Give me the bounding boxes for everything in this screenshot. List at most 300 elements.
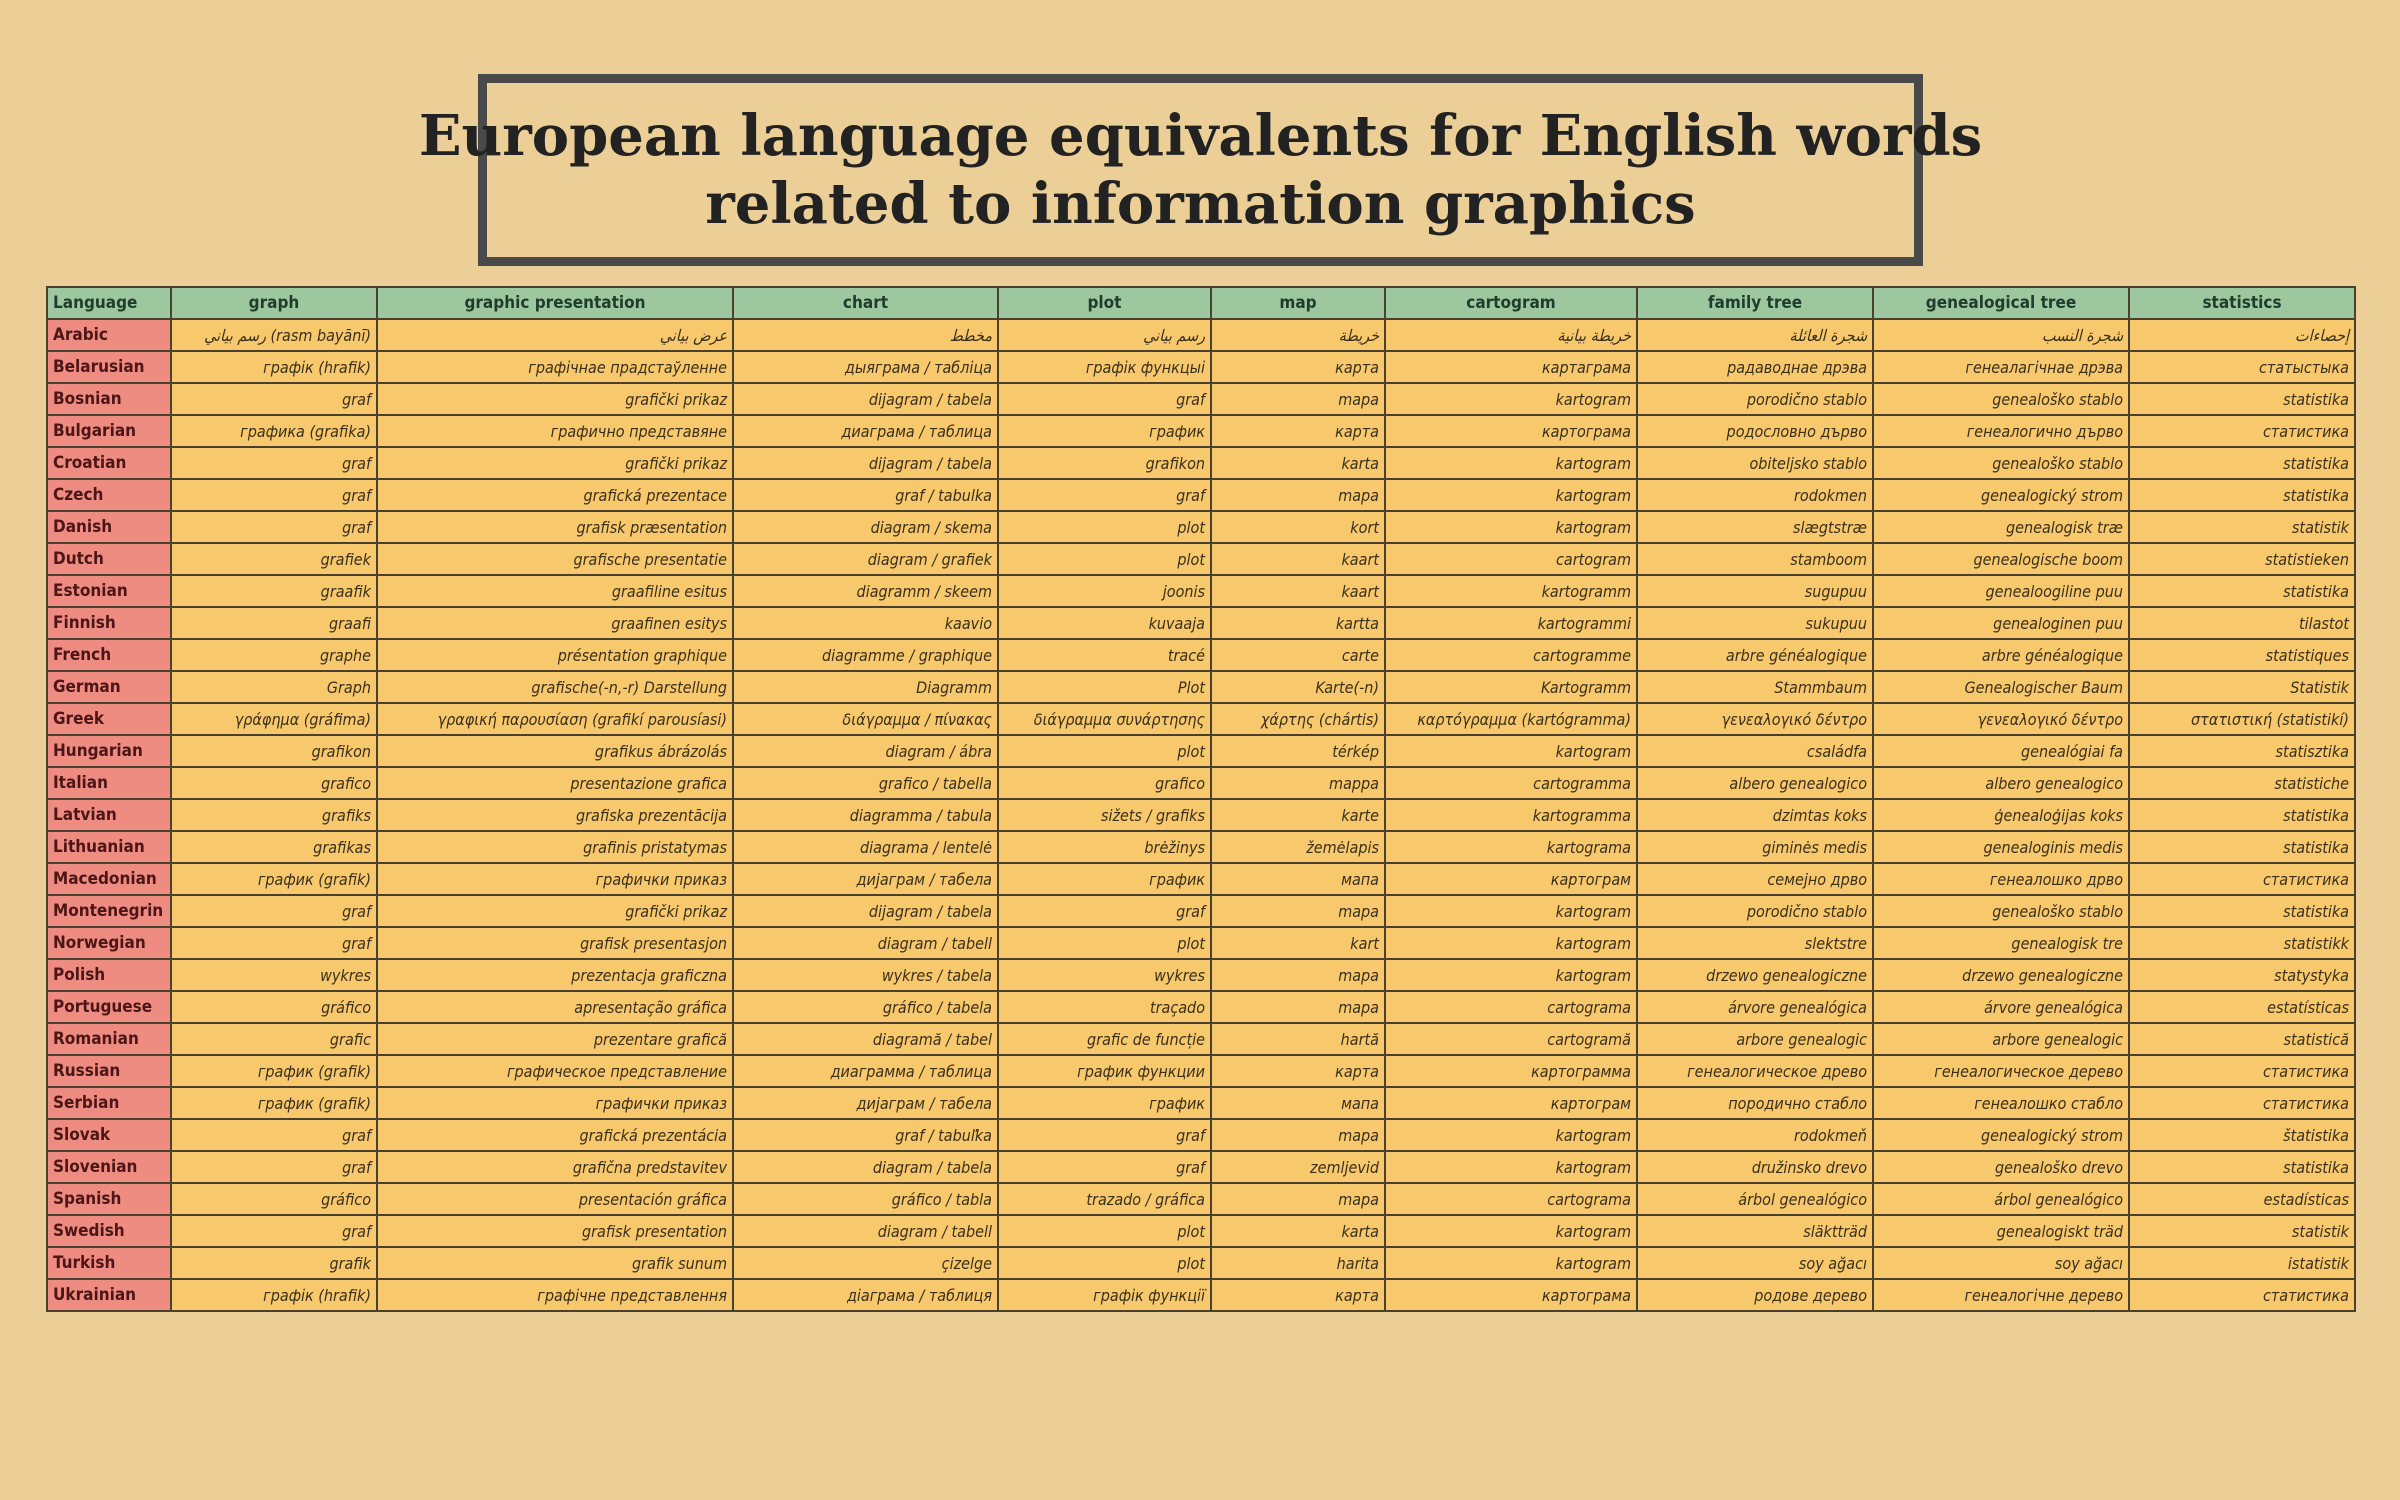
translation-cell: cartogramma [1385,767,1637,799]
translation-cell: картограма [1385,1279,1637,1311]
translation-cell: árvore genealógica [1873,991,2129,1023]
translation-cell: графично представяне [377,415,733,447]
translation-cell: harita [1211,1247,1385,1279]
table-row [47,767,2355,799]
translation-cell: γραφική παρουσίαση (grafikí parousíasi) [377,703,733,735]
translation-cell: graf / tabulka [733,479,998,511]
translation-cell: Graph [171,671,377,703]
table-row [47,1087,2355,1119]
translation-cell: семејно дрво [1637,863,1873,895]
translation-cell: grafikas [171,831,377,863]
translation-cell: prezentare grafică [377,1023,733,1055]
language-name-cell: Czech [47,479,171,511]
translation-cell: إحصاءات [2129,319,2355,351]
table-row [47,575,2355,607]
translation-cell: grafiska prezentācija [377,799,733,831]
table-row [47,959,2355,991]
translation-cell: albero genealogico [1637,767,1873,799]
header-row [47,287,2355,319]
translation-cell: plot [998,735,1211,767]
translation-cell: soy ağacı [1873,1247,2129,1279]
translation-cell: شجرة النسب [1873,319,2129,351]
translation-cell: gráfico / tabela [733,991,998,1023]
translation-cell: arbre généalogique [1873,639,2129,671]
translation-cell: árvore genealógica [1637,991,1873,1023]
translation-cell: kartogramma [1385,799,1637,831]
translation-cell: grafisk præsentation [377,511,733,543]
translation-cell: mapa [1211,895,1385,927]
translation-cell: діаграма / таблиця [733,1279,998,1311]
translation-cell: grafiks [171,799,377,831]
translation-cell: mappa [1211,767,1385,799]
translation-cell: grafikus ábrázolás [377,735,733,767]
language-name-cell: Russian [47,1055,171,1087]
translation-cell: γράφημα (gráfima) [171,703,377,735]
translation-cell: släktträd [1637,1215,1873,1247]
title-box [418,74,1983,266]
table-row [47,671,2355,703]
language-name-cell: Portuguese [47,991,171,1023]
translation-cell: grafički prikaz [377,447,733,479]
translation-cell: kartogram [1385,1215,1637,1247]
translation-cell: خريطة بيانية [1385,319,1637,351]
translation-cell: statistika [2129,831,2355,863]
language-name-cell: Italian [47,767,171,799]
translation-cell: plot [998,1247,1211,1279]
translation-cell: график (grafik) [171,1055,377,1087]
translation-cell: графическое представление [377,1055,733,1087]
translation-cell: tilastot [2129,607,2355,639]
translation-cell: stamboom [1637,543,1873,575]
translation-cell: диаграмма / таблица [733,1055,998,1087]
translation-cell: графічнае прадстаўленне [377,351,733,383]
translation-cell: Statistik [2129,671,2355,703]
translation-cell: trazado / gráfica [998,1183,1211,1215]
translation-cell: arbre généalogique [1637,639,1873,671]
translation-cell: çizelge [733,1247,998,1279]
translation-cell: خريطة [1211,319,1385,351]
translation-cell: genealogický strom [1873,1119,2129,1151]
translation-cell: karta [1211,1215,1385,1247]
translation-cell: χάρτης (chártis) [1211,703,1385,735]
translation-cell: رسم بياني [998,319,1211,351]
translation-cell: drzewo genealogiczne [1873,959,2129,991]
table-row [47,479,2355,511]
translation-cell: graphe [171,639,377,671]
translation-cell: graf [998,895,1211,927]
translation-cell: graf [171,1215,377,1247]
translation-cell: графік (hrafik) [171,351,377,383]
translation-cell: дијаграм / табела [733,863,998,895]
translation-cell: диаграма / таблица [733,415,998,447]
translation-cell: график [998,863,1211,895]
translation-cell: grafic [171,1023,377,1055]
title-line-2: related to information graphics [705,171,1696,237]
translation-cell: карта [1211,1055,1385,1087]
translation-cell: grafisk presentasjon [377,927,733,959]
translation-cell: genealoško drevo [1873,1151,2129,1183]
translation-cell: statistieken [2129,543,2355,575]
column-header-plot: plot [998,287,1211,319]
translation-cell: genealoško stablo [1873,383,2129,415]
translation-cell: генеалошко дрво [1873,863,2129,895]
translation-cell: kaart [1211,575,1385,607]
translation-cell: graafinen esitys [377,607,733,639]
translation-cell: tracé [998,639,1211,671]
table-row [47,703,2355,735]
translation-cell: karte [1211,799,1385,831]
translation-cell: plot [998,511,1211,543]
language-name-cell: Dutch [47,543,171,575]
column-header-language: Language [47,287,171,319]
translation-cell: statistiques [2129,639,2355,671]
translation-cell: graafi [171,607,377,639]
language-name-cell: Romanian [47,1023,171,1055]
translation-cell: grafikon [998,447,1211,479]
translation-cell: dijagram / tabela [733,383,998,415]
language-name-cell: Serbian [47,1087,171,1119]
translation-cell: график (grafik) [171,1087,377,1119]
translation-cell: kartogram [1385,927,1637,959]
column-header-statistics: statistics [2129,287,2355,319]
translation-cell: porodično stablo [1637,383,1873,415]
column-header-map: map [1211,287,1385,319]
translation-cell: mapa [1211,959,1385,991]
translation-cell: statistiche [2129,767,2355,799]
translation-cell: графички приказ [377,863,733,895]
language-name-cell: Spanish [47,1183,171,1215]
translation-cell: presentación gráfica [377,1183,733,1215]
translation-cell: gráfico / tabla [733,1183,998,1215]
translation-cell: карта [1211,351,1385,383]
translation-cell: статистика [2129,1055,2355,1087]
translation-cell: генеалагічнае дрэва [1873,351,2129,383]
translation-cell: grafisk presentation [377,1215,733,1247]
translation-cell: graf [171,927,377,959]
translation-cell: slægtstræ [1637,511,1873,543]
table-row [47,927,2355,959]
translation-cell: diagram / skema [733,511,998,543]
translation-cell: arbore genealogic [1637,1023,1873,1055]
translation-cell: графички приказ [377,1087,733,1119]
translation-cell: رسم بياني (rasm bayānī) [171,319,377,351]
column-header-genealogical-tree: genealogical tree [1873,287,2129,319]
table-row [47,895,2355,927]
translation-cell: družinsko drevo [1637,1151,1873,1183]
translation-cell: генеалогическое древо [1637,1055,1873,1087]
translation-cell: dijagram / tabela [733,895,998,927]
translation-cell: cartogramme [1385,639,1637,671]
language-name-cell: Slovenian [47,1151,171,1183]
translation-cell: grafico / tabella [733,767,998,799]
translation-cell: grafiek [171,543,377,575]
translation-cell: rodokmeň [1637,1119,1873,1151]
translation-cell: graf [998,1151,1211,1183]
translation-cell: genealogiskt träd [1873,1215,2129,1247]
translation-cell: diagramme / graphique [733,639,998,671]
translation-cell: kartogram [1385,1247,1637,1279]
table-row [47,735,2355,767]
translation-cell: kartogram [1385,1119,1637,1151]
translation-cell: graf [171,479,377,511]
language-name-cell: Slovak [47,1119,171,1151]
table-row [47,1151,2355,1183]
translation-cell: statystyka [2129,959,2355,991]
translation-cell: мапа [1211,1087,1385,1119]
translation-cell: statistik [2129,1215,2355,1247]
table-row [47,1119,2355,1151]
translation-cell: породично стабло [1637,1087,1873,1119]
language-name-cell: Arabic [47,319,171,351]
translation-cell: grafički prikaz [377,895,733,927]
table-row [47,383,2355,415]
translation-cell: statistika [2129,895,2355,927]
translation-cell: Genealogischer Baum [1873,671,2129,703]
table-row [47,1055,2355,1087]
translation-cell: генеалогическое дерево [1873,1055,2129,1087]
translation-cell: brėžinys [998,831,1211,863]
translation-cell: genealogisk tre [1873,927,2129,959]
column-header-cartogram: cartogram [1385,287,1637,319]
terms-table [46,286,2356,1312]
translation-cell: родове дерево [1637,1279,1873,1311]
table-row [47,607,2355,639]
translation-cell: генеалогічне дерево [1873,1279,2129,1311]
table-row [47,415,2355,447]
language-name-cell: Norwegian [47,927,171,959]
translation-cell: árbol genealógico [1873,1183,2129,1215]
translation-cell: graf / tabuľka [733,1119,998,1151]
translation-cell: statistik [2129,511,2355,543]
translation-cell: cartogram [1385,543,1637,575]
translation-cell: porodično stablo [1637,895,1873,927]
language-name-cell: French [47,639,171,671]
table-row [47,863,2355,895]
translation-cell: graf [171,511,377,543]
translation-cell: дыяграма / табліца [733,351,998,383]
translation-cell: dijagram / tabela [733,447,998,479]
table-row [47,799,2355,831]
language-name-cell: Lithuanian [47,831,171,863]
translation-cell: график [998,1087,1211,1119]
translation-cell: grafinis pristatymas [377,831,733,863]
table-body [47,319,2355,1311]
translation-cell: генеалошко стабло [1873,1087,2129,1119]
translation-cell: статистика [2129,1087,2355,1119]
translation-cell: grafická prezentácia [377,1119,733,1151]
translation-cell: estatísticas [2129,991,2355,1023]
translation-cell: presentazione grafica [377,767,733,799]
translation-cell: genealógiai fa [1873,735,2129,767]
translation-cell: statistikk [2129,927,2355,959]
translation-cell: graf [171,1151,377,1183]
translation-cell: gráfico [171,1183,377,1215]
translation-cell: статистика [2129,415,2355,447]
table-row [47,991,2355,1023]
table-row [47,1215,2355,1247]
translation-cell: grafische presentatie [377,543,733,575]
translation-cell: térkép [1211,735,1385,767]
translation-cell: графік функцыі [998,351,1211,383]
translation-cell: картограм [1385,863,1637,895]
translation-cell: cartogramă [1385,1023,1637,1055]
translation-cell: genealogický strom [1873,479,2129,511]
translation-cell: статистика [2129,1279,2355,1311]
language-name-cell: Hungarian [47,735,171,767]
translation-cell: traçado [998,991,1211,1023]
translation-cell: genealoogiline puu [1873,575,2129,607]
translation-cell: kartogram [1385,383,1637,415]
translation-cell: diagram / grafiek [733,543,998,575]
translation-cell: kaavio [733,607,998,639]
translation-cell: graf [171,1119,377,1151]
column-header-family-tree: family tree [1637,287,1873,319]
translation-cell: diagrama / lentelė [733,831,998,863]
language-name-cell: Latvian [47,799,171,831]
translation-cell: diagramm / skeem [733,575,998,607]
translation-cell: kartogramm [1385,575,1637,607]
translation-cell: генеалогично дърво [1873,415,2129,447]
table-row [47,639,2355,671]
translation-cell: rodokmen [1637,479,1873,511]
translation-cell: статыстыка [2129,351,2355,383]
translation-cell: grafična predstavitev [377,1151,733,1183]
table-row [47,1279,2355,1311]
translation-cell: mapa [1211,1183,1385,1215]
translation-cell: grafik sunum [377,1247,733,1279]
translation-cell: genealoško stablo [1873,895,2129,927]
translation-cell: Stammbaum [1637,671,1873,703]
translation-cell: διάγραμμα / πίνακας [733,703,998,735]
translation-cell: graf [171,895,377,927]
translation-cell: картограм [1385,1087,1637,1119]
translation-cell: statistică [2129,1023,2355,1055]
translation-cell: graf [998,1119,1211,1151]
translation-cell: дијаграм / табела [733,1087,998,1119]
translation-cell: statistika [2129,383,2355,415]
language-name-cell: German [47,671,171,703]
table-row [47,1247,2355,1279]
translation-cell: slektstre [1637,927,1873,959]
translation-cell: grafico [998,767,1211,799]
translation-cell: statistika [2129,479,2355,511]
translation-cell: árbol genealógico [1637,1183,1873,1215]
translation-cell: sugupuu [1637,575,1873,607]
table-row [47,447,2355,479]
translation-cell: графік функції [998,1279,1211,1311]
translation-cell: kartogram [1385,447,1637,479]
language-name-cell: Greek [47,703,171,735]
translation-cell: statistika [2129,799,2355,831]
translation-cell: kartogram [1385,735,1637,767]
translation-cell: Kartogramm [1385,671,1637,703]
translation-cell: graf [171,447,377,479]
translation-cell: grafik [171,1247,377,1279]
translation-cell: kartta [1211,607,1385,639]
translation-cell: kartograma [1385,831,1637,863]
table-row [47,351,2355,383]
translation-cell: genealoginis medis [1873,831,2129,863]
translation-cell: графика (grafika) [171,415,377,447]
translation-cell: kaart [1211,543,1385,575]
title-line-1: European language equivalents for English words [418,103,1983,169]
translation-cell: graf [998,479,1211,511]
translation-cell: γενεαλογικό δέντρο [1637,703,1873,735]
translation-cell: شجرة العائلة [1637,319,1873,351]
translation-cell: картограма [1385,415,1637,447]
translation-cell: dzimtas koks [1637,799,1873,831]
translation-cell: wykres [998,959,1211,991]
language-name-cell: Estonian [47,575,171,607]
translation-cell: genealogisk træ [1873,511,2129,543]
translation-cell: diagram / ábra [733,735,998,767]
language-name-cell: Polish [47,959,171,991]
translation-cell: радаводнае дрэва [1637,351,1873,383]
translation-cell: kartogram [1385,511,1637,543]
translation-cell: drzewo genealogiczne [1637,959,1873,991]
translation-cell: családfa [1637,735,1873,767]
translation-cell: mapa [1211,479,1385,511]
translation-cell: карта [1211,1279,1385,1311]
language-name-cell: Ukrainian [47,1279,171,1311]
column-header-graph: graph [171,287,377,319]
translation-cell: štatistika [2129,1119,2355,1151]
table-row [47,1023,2355,1055]
translation-cell: graafiline esitus [377,575,733,607]
translation-cell: diagram / tabell [733,1215,998,1247]
translation-cell: sukupuu [1637,607,1873,639]
translation-cell: kort [1211,511,1385,543]
language-name-cell: Finnish [47,607,171,639]
translation-cell: istatistik [2129,1247,2355,1279]
translation-cell: carte [1211,639,1385,671]
translation-cell: διάγραμμα συνάρτησης [998,703,1211,735]
translation-cell: grafico [171,767,377,799]
translation-cell: ģenealoģijas koks [1873,799,2129,831]
translation-cell: wykres [171,959,377,991]
translation-cell: grafic de funcție [998,1023,1211,1055]
translation-cell: plot [998,927,1211,959]
column-header-chart: chart [733,287,998,319]
translation-cell: kartogram [1385,959,1637,991]
translation-cell: genealogische boom [1873,543,2129,575]
table-row [47,1183,2355,1215]
translation-cell: graafik [171,575,377,607]
translation-cell: diagramă / tabel [733,1023,998,1055]
translation-cell: графік (hrafik) [171,1279,377,1311]
translation-cell: obiteljsko stablo [1637,447,1873,479]
language-name-cell: Danish [47,511,171,543]
translation-cell: cartograma [1385,991,1637,1023]
translation-cell: genealoško stablo [1873,447,2129,479]
translation-cell: statistika [2129,575,2355,607]
translation-cell: grafische(-n,-r) Darstellung [377,671,733,703]
translation-cell: grafická prezentace [377,479,733,511]
translation-cell: график [998,415,1211,447]
translation-cell: график (grafik) [171,863,377,895]
translation-cell: prezentacja graficzna [377,959,733,991]
translation-cell: kart [1211,927,1385,959]
table-row [47,319,2355,351]
translation-cell: joonis [998,575,1211,607]
translation-cell: grafički prikaz [377,383,733,415]
translation-cell: plot [998,1215,1211,1247]
translation-cell: мапа [1211,863,1385,895]
translation-cell: kartogram [1385,1151,1637,1183]
translation-cell: mapa [1211,1119,1385,1151]
translation-cell: عرض بياني [377,319,733,351]
translation-cell: στατιστική (statistikí) [2129,703,2355,735]
